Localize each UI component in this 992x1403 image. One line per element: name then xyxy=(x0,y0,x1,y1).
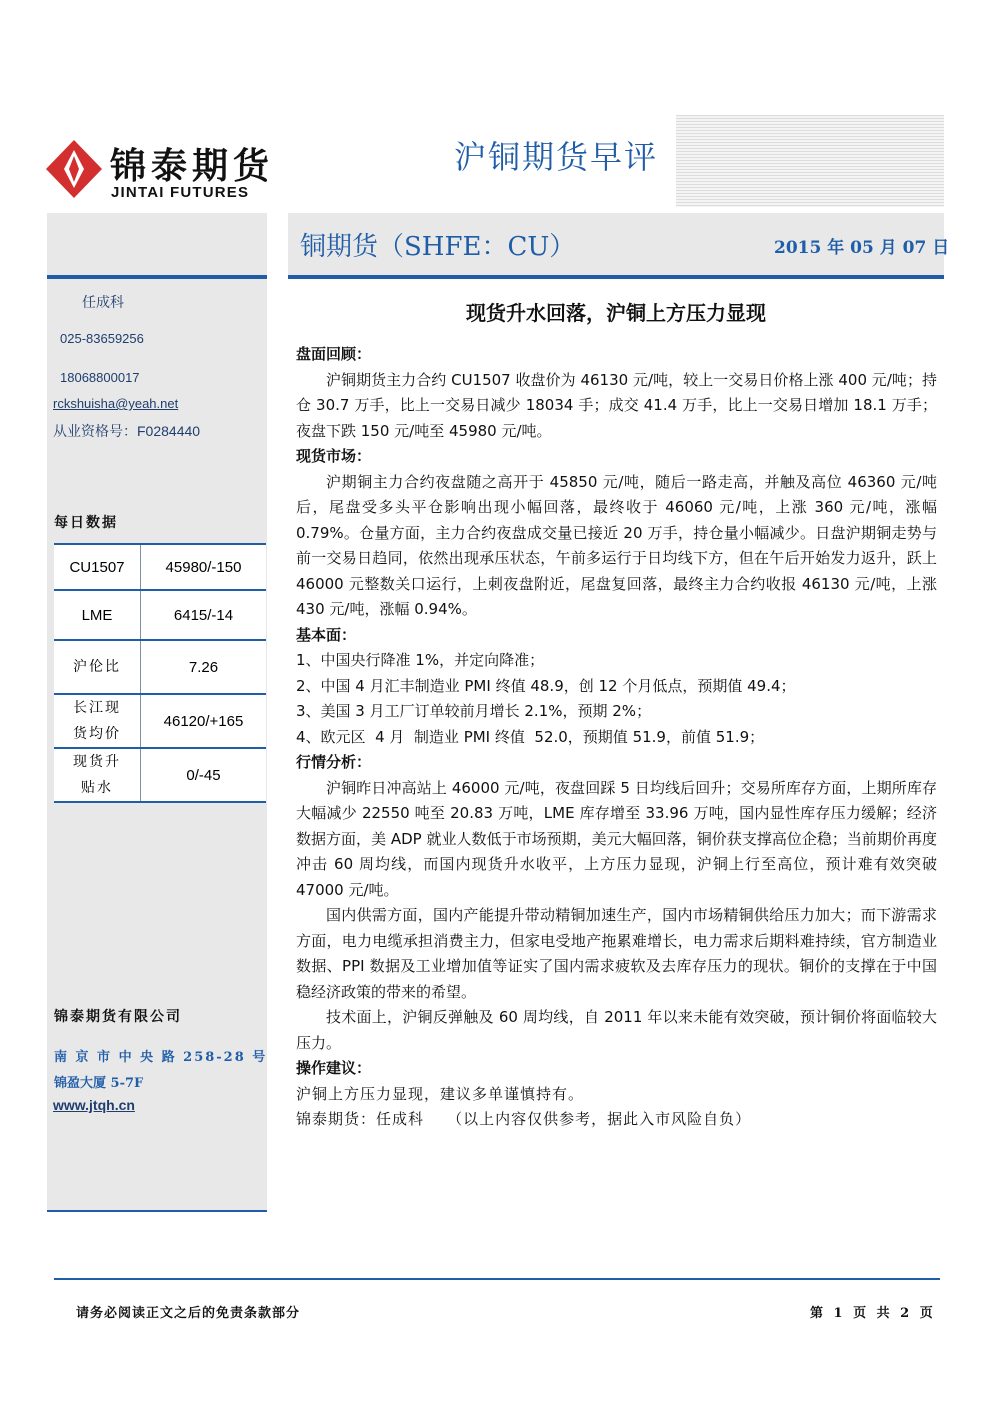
daily-value: 45980/-150 xyxy=(141,544,267,590)
report-title: 沪铜期货早评 xyxy=(454,138,659,176)
daily-value: 6415/-14 xyxy=(141,590,267,640)
company-address-line2: 锦盈大厦 5-7F xyxy=(54,1076,144,1091)
paragraph: 沪铜昨日冲高站上 46000 元/吨，夜盘回踩 5 日均线后回升；交易所库存方面，上期所库存大幅减少 22550 吨至 20.83 万吨，LME 库存增至 33.96 万吨，国内显性库存压力缓解；经济数据方面，美 ADP 就业人数低于市场预期，美元大幅回落，铜价获支撑高位企稳；当前期价再度冲击 60 周均线，而国内现货升水收平，上方压力显现，沪铜上行至高位，预计难有效突破 47000 元/吨。 xyxy=(296,778,937,899)
daily-label xyxy=(54,694,141,748)
section-heading: 行情分析： xyxy=(296,753,372,771)
company-name: 锦泰期货有限公司 xyxy=(54,1009,182,1025)
analyst-phone: 025-83659256 xyxy=(60,331,144,346)
analyst-license: 从业资格号：F0284440 xyxy=(53,423,201,439)
daily-label-text: 长江现货均价 xyxy=(73,700,121,742)
daily-label: 沪伦比 xyxy=(54,640,141,694)
sidebar-top-rule xyxy=(47,275,267,279)
daily-value: 7.26 xyxy=(141,640,267,694)
section-heading: 盘面回顾： xyxy=(296,345,372,363)
table-row xyxy=(54,640,266,694)
daily-value: 46120/+165 xyxy=(141,694,267,748)
paragraph: 沪铜上方压力显现，建议多单谨慎持有。 xyxy=(296,1084,585,1103)
company-address-line1: 南 京 市 中 央 路 258-28 号 xyxy=(54,1050,268,1065)
daily-data-heading: 每日数据 xyxy=(54,515,118,531)
daily-label: LME xyxy=(54,590,141,640)
daily-data-table xyxy=(54,543,266,803)
article-headline: 现货升水回落，沪铜上方压力显现 xyxy=(466,301,766,325)
paragraph: 技术面上，沪铜反弹触及 60 周均线，自 2011 年以来未能有效突破，预计铜价将面临较大压力。 xyxy=(296,1008,937,1052)
report-date: 2015 年 05 月 07 日 xyxy=(774,238,950,258)
jintai-logo-icon xyxy=(46,140,102,198)
footer-disclaimer: 请务必阅读正文之后的免责条款部分 xyxy=(76,1306,301,1321)
article-body xyxy=(296,342,937,1133)
header-stripe-decoration xyxy=(676,115,944,207)
section-title: 铜期货（SHFE：CU） xyxy=(300,232,576,262)
list-item: 1、中国央行降准 1%，并定向降准； xyxy=(296,651,545,669)
footer-rule xyxy=(54,1278,940,1280)
table-row xyxy=(54,694,266,748)
paragraph: 国内供需方面，国内产能提升带动精铜加速生产，国内市场精铜供给压力加大；而下游需求方面，电力电缆承担消费主力，但家电受地产拖累难增长，电力需求后期料难持续，官方制造业数据、PPI 数据及工业增加值等证实了国内需求疲软及去库存压力的现状。铜价的支撑在于中国稳经济政策的带来的希望。 xyxy=(296,906,937,1001)
analyst-email-link[interactable]: rckshuisha@yeah.net xyxy=(53,396,179,411)
analyst-mobile: 18068800017 xyxy=(60,370,140,385)
section-heading: 操作建议： xyxy=(296,1059,372,1077)
company-website-link[interactable]: www.jtqh.cn xyxy=(53,1097,135,1113)
daily-value: 0/-45 xyxy=(141,748,267,802)
table-row xyxy=(54,748,266,802)
page-number: 第 1 页 共 2 页 xyxy=(810,1306,936,1321)
daily-label xyxy=(54,748,141,802)
analyst-name: 任成科 xyxy=(82,294,124,310)
signature-line: 锦泰期货：任成科 （以上内容仅供参考，据此入市风险自负） xyxy=(296,1110,752,1128)
section-heading: 现货市场： xyxy=(296,447,372,465)
list-item: 4、欧元区 4 月 制造业 PMI 终值 52.0，预期值 51.9，前值 51.9； xyxy=(296,727,765,746)
section-heading: 基本面： xyxy=(296,625,357,644)
paragraph: 沪期铜主力合约夜盘随之高开于 45850 元/吨，随后一路走高，并触及高位 46360 元/吨后，尾盘受多头平仓影响出现小幅回落，最终收于 46060 元/吨，上涨 360 元/吨，涨幅 0.79%。仓量方面，主力合约夜盘成交量已接近 20 万手，持仓量小幅减少。日盘沪期铜走势与前一交易日趋同，依然出现承压状态，午前多运行于日均线下方，但在午后开始发力返升，跃上 46000 元整数关口运行，上刺夜盘附近，尾盘复回落，最终主力合约收报 46130 元/吨，上涨 430 元/吨，涨幅 0.94%。 xyxy=(296,472,937,618)
table-row xyxy=(54,544,266,590)
daily-label-text: 现货升贴水 xyxy=(73,754,121,796)
list-item: 2、中国 4 月汇丰制造业 PMI 终值 48.9，创 12 个月低点，预期值 49.4； xyxy=(296,676,796,695)
list-item: 3、美国 3 月工厂订单较前月增长 2.1%，预期 2%； xyxy=(296,702,652,720)
paragraph: 沪铜期货主力合约 CU1507 收盘价为 46130 元/吨，较上一交易日价格上涨 400 元/吨；持仓 30.7 万手，比上一交易日减少 18034 手；成交 41.4 万手，比上一交易日增加 18.1 万手；夜盘下跌 150 元/吨至 45980 元/吨。 xyxy=(296,370,937,440)
logo-chinese-name: 锦泰期货 xyxy=(110,145,275,187)
table-row xyxy=(54,590,266,640)
sidebar-bottom-rule xyxy=(47,1210,267,1212)
logo-english-name: JINTAI FUTURES xyxy=(111,184,250,201)
daily-label: CU1507 xyxy=(54,544,141,590)
